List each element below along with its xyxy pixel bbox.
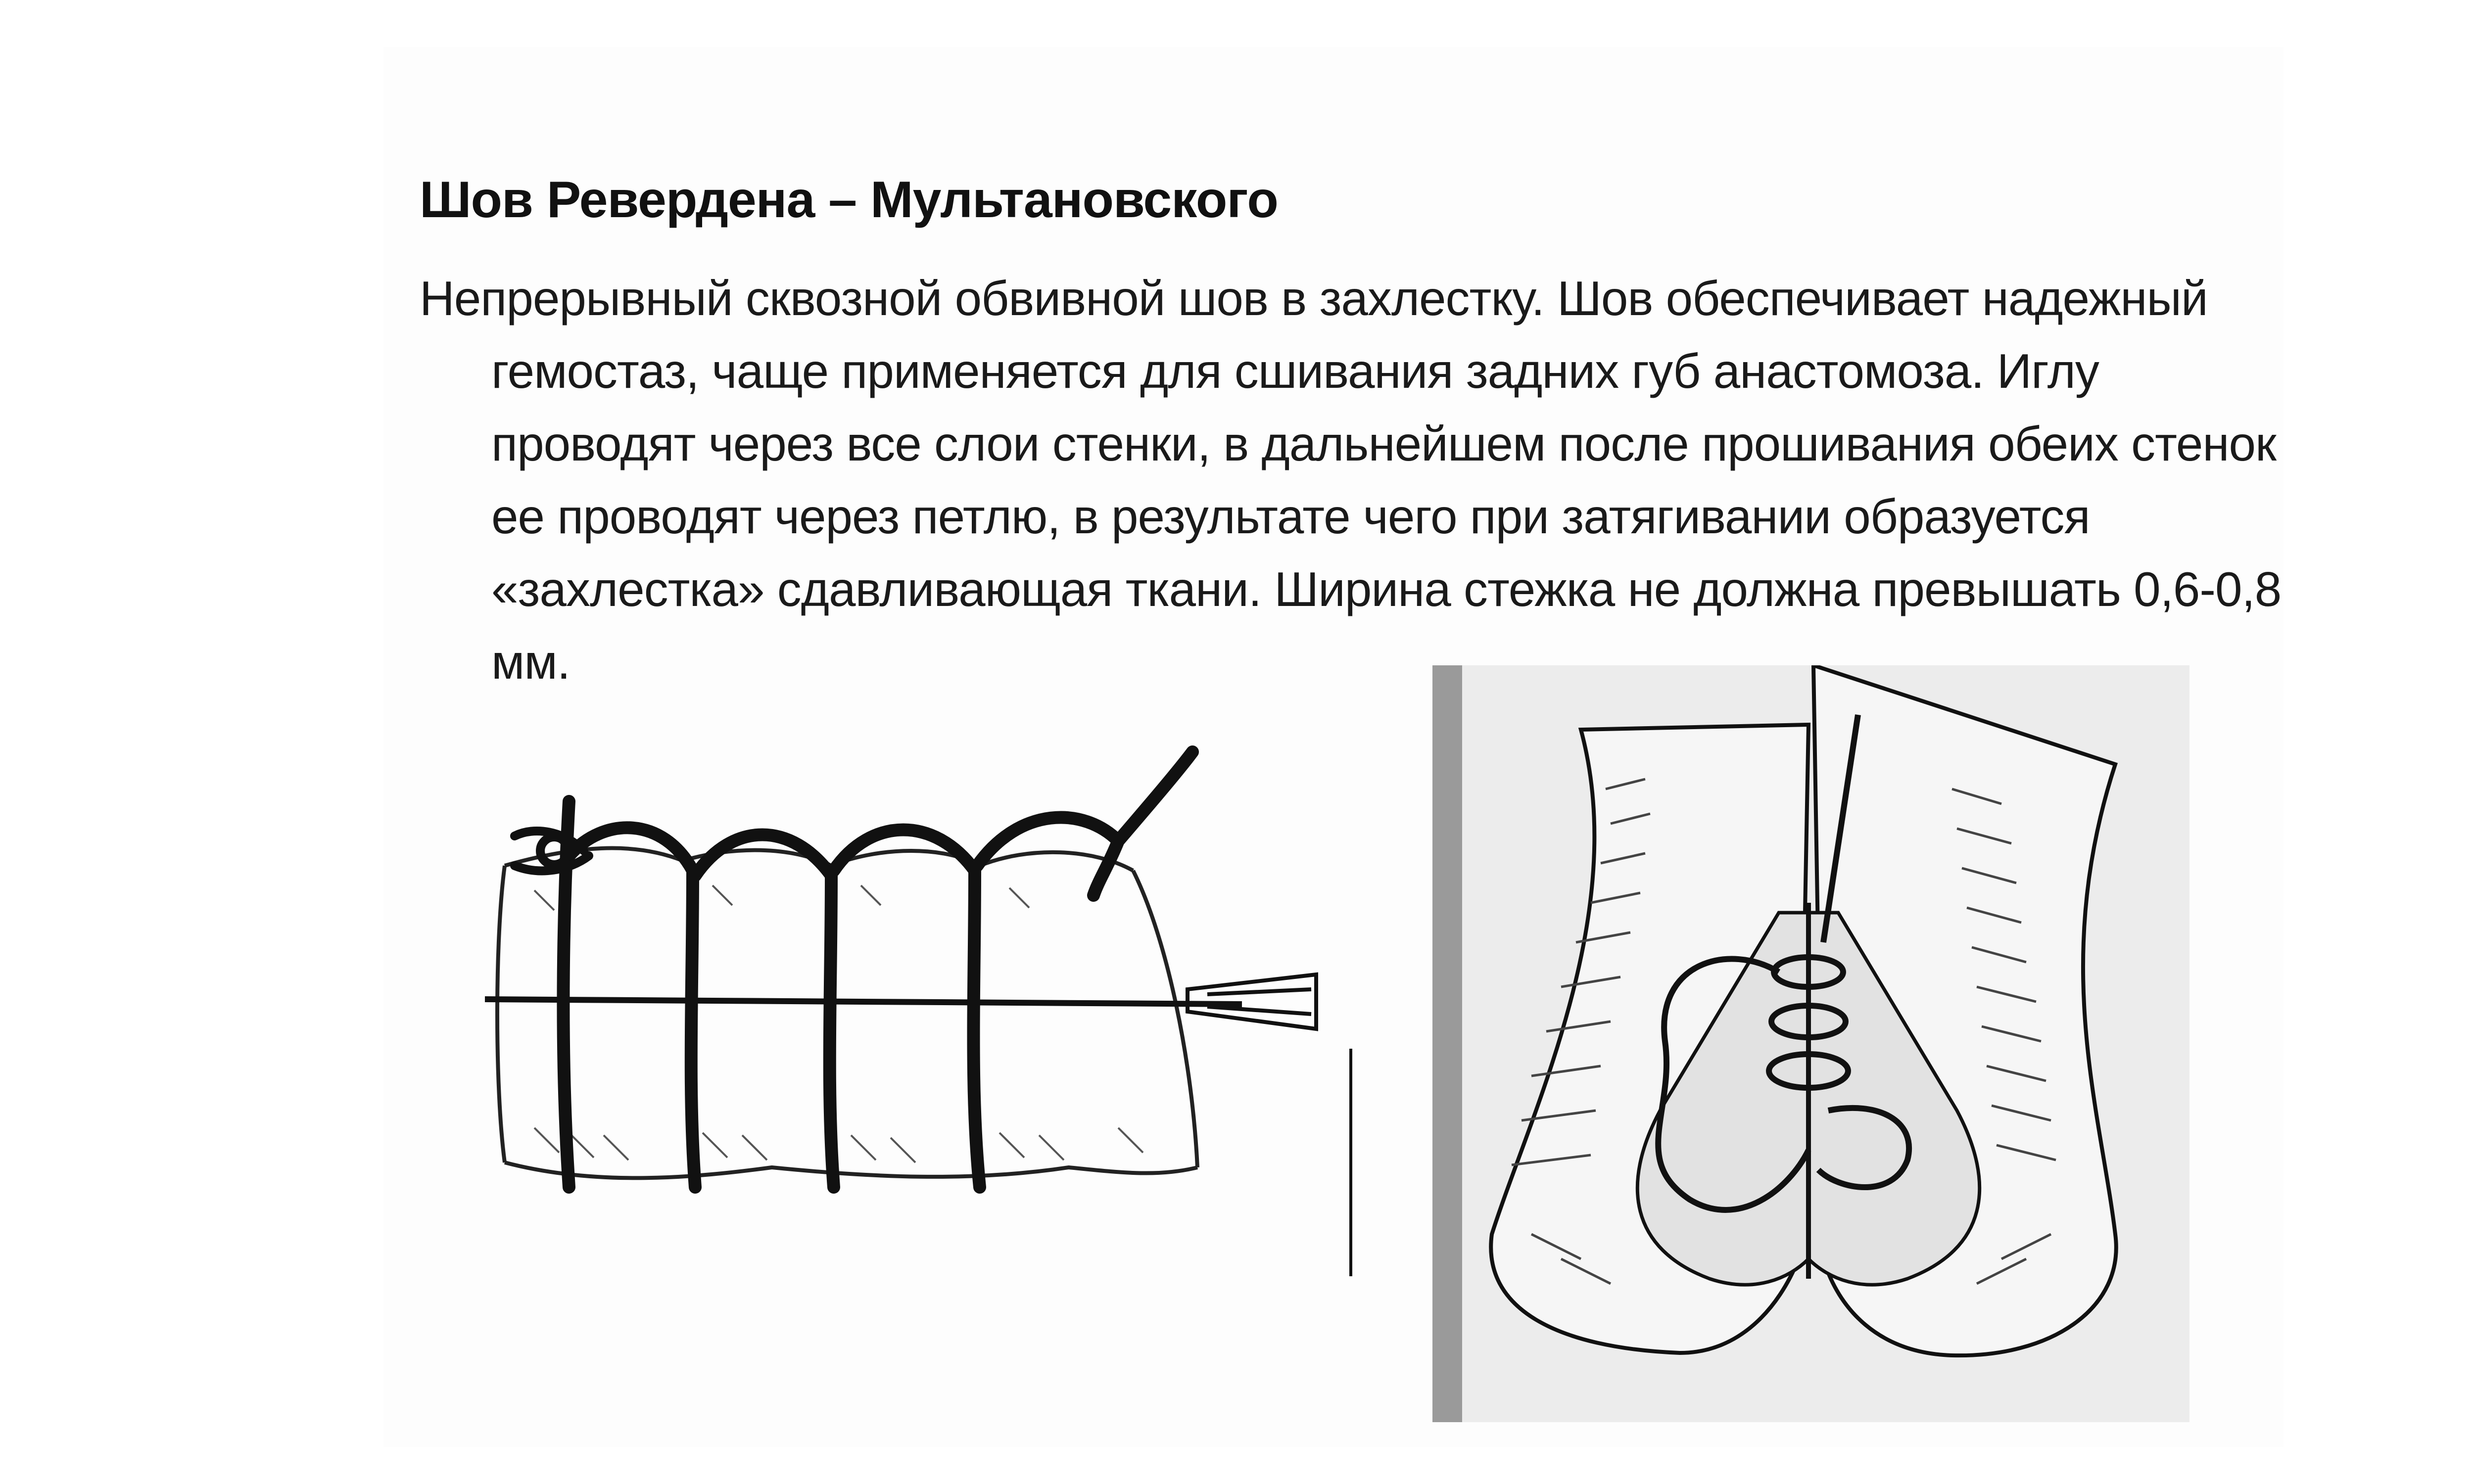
suture-side-view-drawing <box>475 742 1356 1286</box>
slide-title: Шов Ревердена – Мультановского <box>420 171 1278 229</box>
slide-body-text: Непрерывный сквозной обвивной шов в захлестку. Шов обеспечивает надежный гемостаз, чаще применяется для сшивания задних губ анастомоза. Иглу проводят через все слои стенки, в дальнейшем после прошивания обеих стенок ее проводят через петлю, в результате чего при затягивании образуется «захлестка» сдавливающая ткани. Ширина стежка не должна превышать 0,6-0,8 мм. <box>420 271 2282 689</box>
anastomosis-drawing <box>1432 665 2189 1422</box>
suture-side-view-illustration <box>475 742 1356 1286</box>
anastomosis-posterior-lip-illustration <box>1432 665 2189 1422</box>
